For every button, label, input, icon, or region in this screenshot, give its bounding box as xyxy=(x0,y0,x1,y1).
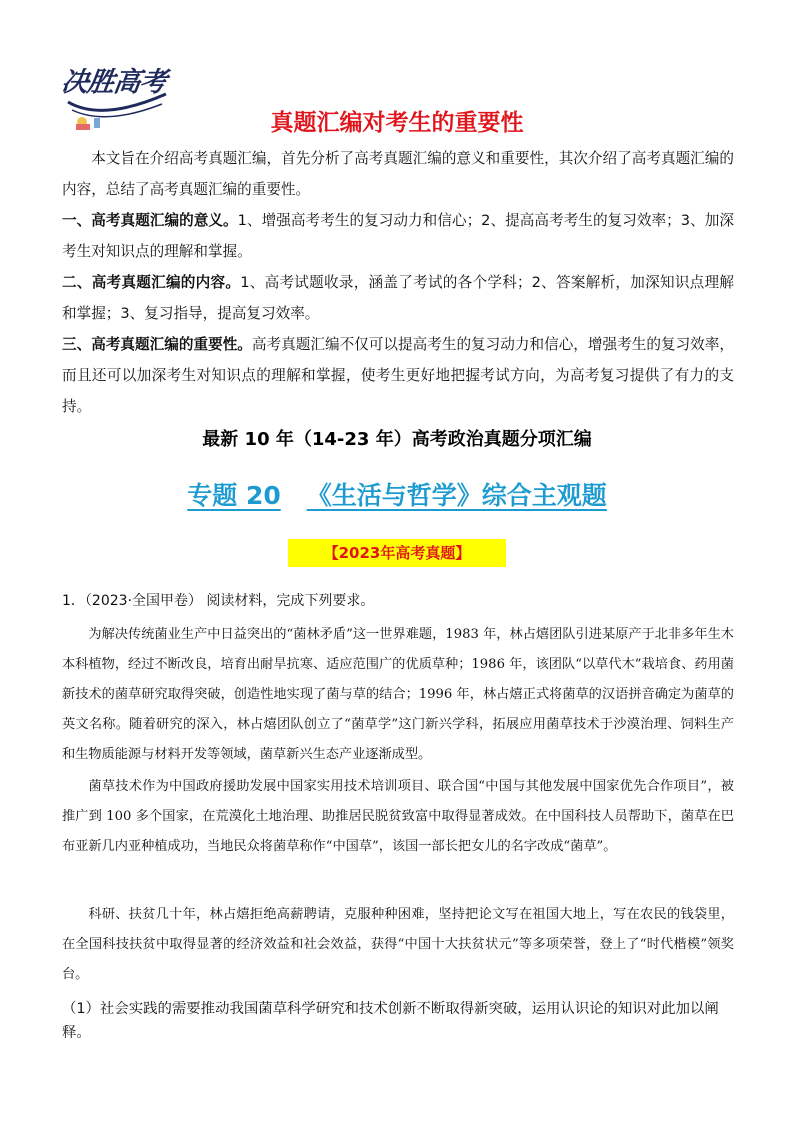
section-2-lead: 二、高考真题汇编的内容。 xyxy=(62,274,241,291)
topic-heading xyxy=(0,476,794,512)
section-3-lead: 三、高考真题汇编的重要性。 xyxy=(62,336,252,353)
section-3-body: 高考真题汇编不仅可以提高考生的复习动力和信心，增强考生的复习效率，而且还可以加深考生对知识点的理解和掌握，使考生更好地把握考试方向，为高考复习提供了有力的支持。 xyxy=(62,336,734,415)
section-1-lead: 一、高考真题汇编的意义。 xyxy=(62,212,238,229)
year-badge: 【2023年高考真题】 xyxy=(288,539,506,567)
material-paragraph-2: 菌草技术作为中国政府援助发展中国家实用技术培训项目、联合国“中国与其他发展中国家优先合作项目”，被推广到 100 多个国家，在荒漠化土地治理、助推居民脱贫致富中取得显著成效。在中国科技人员帮助下，菌草在巴布亚新几内亚种植成功，当地民众将菌草称作“中国草”，该国一部长把女儿的名字改成“菌草”。 xyxy=(62,779,734,854)
material-paragraph-1: 为解决传统菌业生产中日益突出的“菌林矛盾”这一世界难题，1983 年，林占熺团队引进某原产于北非多年生木本科植物，经过不断改良，培育出耐旱抗寒、适应范围广的优质草种；1986 年，该团队“以草代木”栽培食、药用菌新技术的菌草研究取得突破，创造性地实现了菌与草的结合；1996 年，林占熺正式将菌草的汉语拼音确定为菌草的英文名称。随着研究的深入，林占熺团队创立了“菌草学”这门新兴学科，拓展应用菌草技术于沙漠治理、饲料生产和生物质能源与材料开发等领域，菌草新兴生态产业逐渐成型。 xyxy=(62,627,734,762)
section-1-body: 1、增强高考考生的复习动力和信心；2、提高高考考生的复习效率；3、加深考生对知识点的理解和掌握。 xyxy=(62,212,734,260)
section-2-body: 1、高考试题收录，涵盖了考试的各个学科；2、答案解析，加深知识点理解和掌握；3、复习指导，提高复习效率。 xyxy=(62,274,734,322)
sub-question-1: （1）社会实践的需要推动我国菌草科学研究和技术创新不断取得新突破，运用认识论的知识对此加以阐释。 xyxy=(62,1001,719,1041)
intro-paragraph: 本文旨在介绍高考真题汇编，首先分析了高考真题汇编的意义和重要性，其次介绍了高考真题汇编的内容，总结了高考真题汇编的重要性。 xyxy=(62,150,734,198)
section-1 xyxy=(62,205,734,267)
topic-number: 专题 20 xyxy=(187,481,281,510)
logo-text: 决胜高考 xyxy=(59,67,168,98)
topic-name: 《生活与哲学》综合主观题 xyxy=(306,481,607,510)
section-2 xyxy=(62,267,734,329)
material-paragraph-3: 科研、扶贫几十年，林占熺拒绝高薪聘请，克服种种困难，坚持把论文写在祖国大地上，写在农民的钱袋里，在全国科技扶贫中取得显著的经济效益和社会效益，获得“中国十大扶贫状元”等多项荣誉，登上了“时代楷模”领奖台。 xyxy=(62,907,734,982)
page-title: 真题汇编对考生的重要性 xyxy=(270,110,524,136)
question-head: 1．（2023·全国甲卷） 阅读材料，完成下列要求。 xyxy=(62,593,375,609)
section-3 xyxy=(62,329,734,422)
subtitle: 最新 10 年（14-23 年）高考政治真题分项汇编 xyxy=(202,429,592,450)
